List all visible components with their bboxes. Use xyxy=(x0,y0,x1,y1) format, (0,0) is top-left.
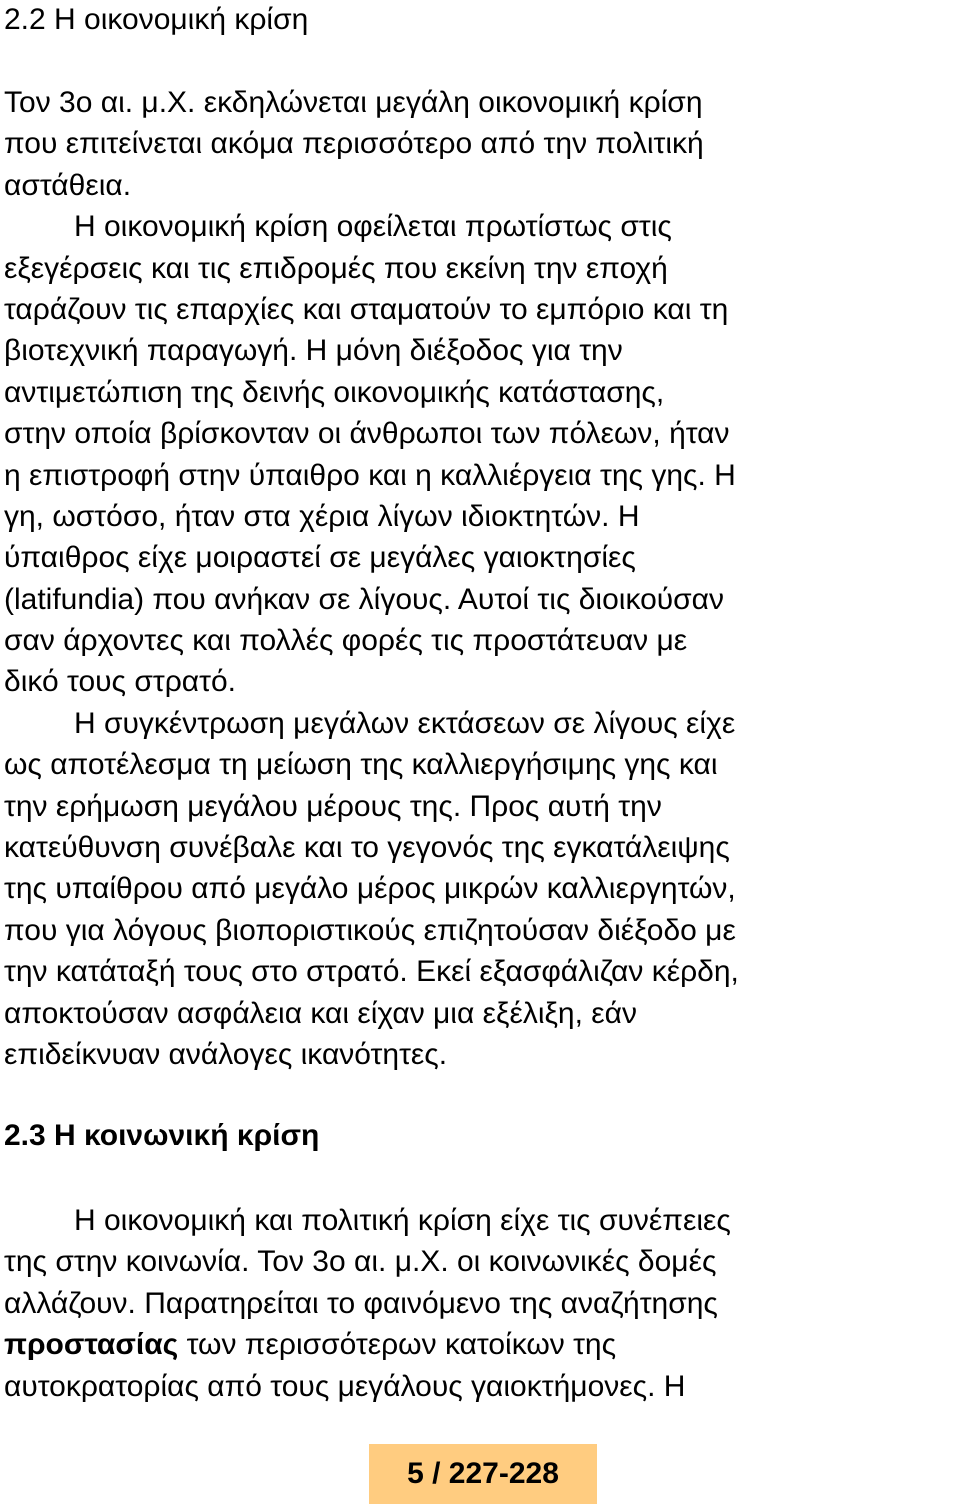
text-line: αντιμετώπιση της δεινής οικονομικής κατάστασης, xyxy=(4,375,665,409)
text-line: κατεύθυνση συνέβαλε και το γεγονός της εγκατάλειψης xyxy=(4,831,730,865)
text-line: Η οικονομική και πολιτική κρίση είχε τις συνέπειες xyxy=(74,1204,731,1237)
text-line: προστασίας των περισσότερων κατοίκων της xyxy=(4,1328,617,1362)
text-line: ύπαιθρος είχε μοιραστεί σε μεγάλες γαιοκτησίες xyxy=(4,541,636,575)
text-line: που επιτείνεται ακόμα περισσότερο από την πολιτική xyxy=(4,127,704,161)
text-line: δικό τους στρατό. xyxy=(4,665,236,699)
text-line: ταράζουν τις επαρχίες και σταματούν το εμπόριο και τη xyxy=(4,292,729,326)
text-line: στην οποία βρίσκονταν οι άνθρωποι των πόλεων, ήταν xyxy=(4,417,730,451)
text-line: που για λόγους βιοποριστικούς επιζητούσαν διέξοδο με xyxy=(4,913,736,947)
text-line: σαν άρχοντες και πολλές φορές τις προστάτευαν με xyxy=(4,624,688,658)
section-body-social-crisis xyxy=(4,1200,958,1407)
text-line: αλλάζουν. Παρατηρείται το φαινόμενο της αναζήτησης xyxy=(4,1286,718,1320)
text-line: βιοτεχνική παραγωγή. Η μόνη διέξοδος για την xyxy=(4,334,623,368)
text-line: η επιστροφή στην ύπαιθρο και η καλλιέργεια της γης. Η xyxy=(4,458,736,492)
text-line: την κατάταξή τους στο στρατό. Εκεί εξασφάλιζαν κέρδη, xyxy=(4,955,739,989)
text-line: Η οικονομική κρίση οφείλεται πρωτίστως στις xyxy=(74,210,672,244)
text-line: αυτοκρατορίας από τους μεγάλους γαιοκτήμονες. Η xyxy=(4,1369,686,1403)
section-heading-economic-crisis: 2.2 Η οικονομική κρίση xyxy=(4,3,309,36)
section-body-economic-crisis xyxy=(4,82,958,1075)
text-line: (latifundia) που ανήκαν σε λίγους. Αυτοί τις διοικούσαν xyxy=(4,582,725,616)
text-line: επιδείκνυαν ανάλογες ικανότητες. xyxy=(4,1037,448,1071)
text-line: την ερήμωση μεγάλου μέρους της. Προς αυτή την xyxy=(4,789,662,823)
text-line: ως αποτέλεσμα τη μείωση της καλλιεργήσιμης γης και xyxy=(4,748,718,782)
text-line: γη, ωστόσο, ήταν στα χέρια λίγων ιδιοκτητών. Η xyxy=(4,499,640,533)
text-line: της υπαίθρου από μεγάλο μέρος μικρών καλλιεργητών, xyxy=(4,872,736,906)
text-line: Η συγκέντρωση μεγάλων εκτάσεων σε λίγους είχε xyxy=(74,706,736,740)
page-number-badge: 5 / 227-228 xyxy=(369,1444,597,1504)
text-line: αποκτούσαν ασφάλεια και είχαν μια εξέλιξη, εάν xyxy=(4,996,638,1030)
text-line: Τον 3ο αι. μ.Χ. εκδηλώνεται μεγάλη οικονομική κρίση xyxy=(4,86,703,119)
emphasized-word: προστασίας xyxy=(4,1328,179,1362)
text-line: της στην κοινωνία. Τον 3ο αι. μ.Χ. οι κοινωνικές δομές xyxy=(4,1245,717,1279)
text-line: αστάθεια. xyxy=(4,168,132,202)
text-line: εξεγέρσεις και τις επιδρομές που εκείνη την εποχή xyxy=(4,251,668,285)
section-heading-social-crisis: 2.3 Η κοινωνική κρίση xyxy=(4,1119,320,1152)
